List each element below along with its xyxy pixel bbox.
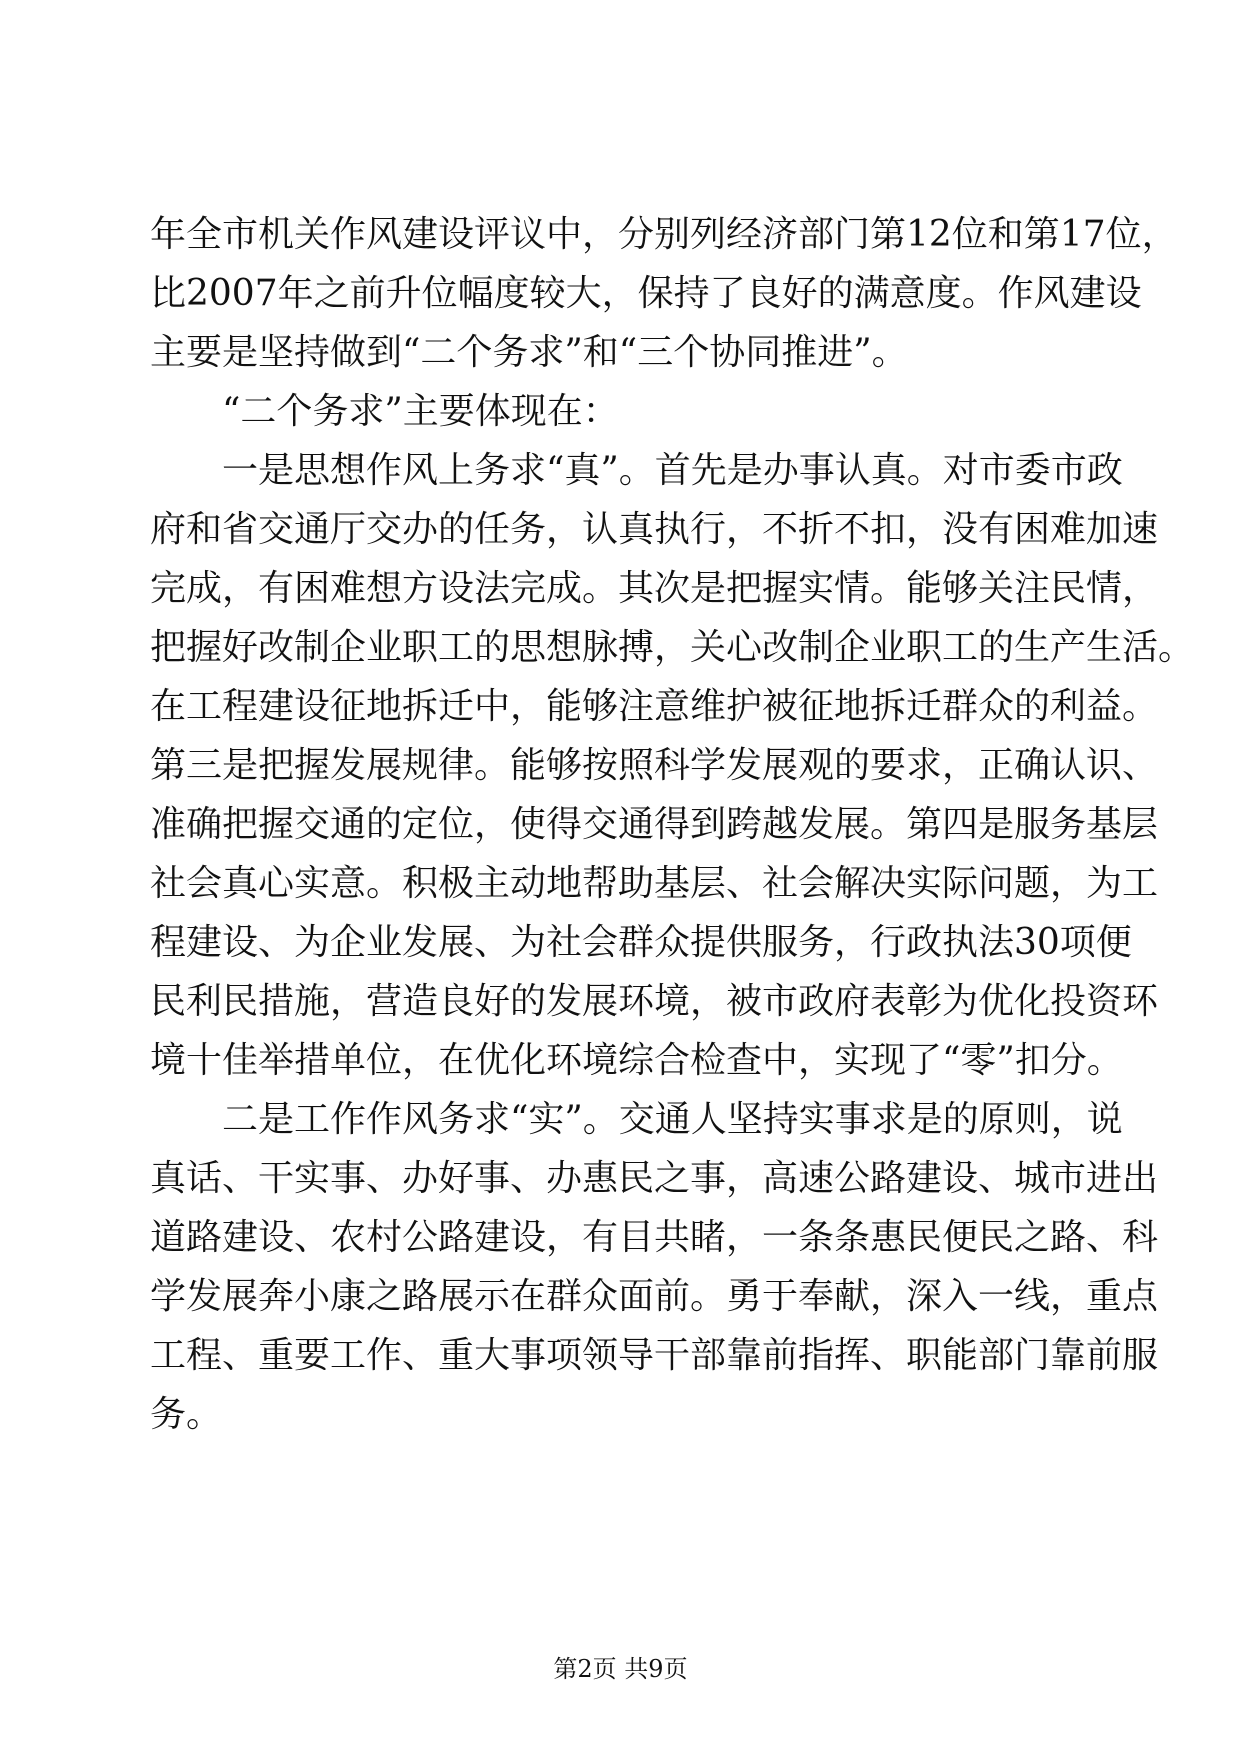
text-line: 把握好改制企业职工的思想脉搏，关心改制企业职工的生产生活。	[150, 627, 1195, 668]
paragraph-heading: “二个务求”主要体现在：	[222, 391, 619, 432]
page-footer: 第2页 共9页	[553, 1655, 688, 1683]
text-line: 社会真心实意。积极主动地帮助基层、社会解决实际问题，为工	[150, 863, 1159, 904]
text-line: 年全市机关作风建设评议中，分别列经济部门第12位和第17位，	[150, 214, 1178, 255]
text-line: 务。	[150, 1394, 223, 1435]
text-line: 一是思想作风上务求“真”。首先是办事认真。对市委市政	[222, 450, 1123, 491]
text-line: 二是工作作风务求“实”。交通人坚持实事求是的原则，说	[222, 1099, 1123, 1140]
text-line: 府和省交通厅交办的任务，认真执行，不折不扣，没有困难加速	[150, 509, 1159, 550]
text-line: 准确把握交通的定位，使得交通得到跨越发展。第四是服务基层	[150, 804, 1159, 845]
text-line: 境十佳举措单位，在优化环境综合检查中，实现了“零”扣分。	[150, 1040, 1123, 1081]
text-line: 真话、干实事、办好事、办惠民之事，高速公路建设、城市进出	[150, 1158, 1159, 1199]
text-line: 程建设、为企业发展、为社会群众提供服务，行政执法30项便	[150, 922, 1132, 963]
text-line: 学发展奔小康之路展示在群众面前。勇于奉献，深入一线，重点	[150, 1276, 1159, 1317]
text-line: 道路建设、农村公路建设，有目共睹，一条条惠民便民之路、科	[150, 1217, 1159, 1258]
text-line: 工程、重要工作、重大事项领导干部靠前指挥、职能部门靠前服	[150, 1335, 1159, 1376]
text-line: 在工程建设征地拆迁中，能够注意维护被征地拆迁群众的利益。	[150, 686, 1159, 727]
text-line: 主要是坚持做到“二个务求”和“三个协同推进”。	[150, 332, 908, 373]
text-line: 比2007年之前升位幅度较大，保持了良好的满意度。作风建设	[150, 273, 1142, 314]
text-line: 民利民措施，营造良好的发展环境，被市政府表彰为优化投资环	[150, 981, 1159, 1022]
text-line: 第三是把握发展规律。能够按照科学发展观的要求，正确认识、	[150, 745, 1159, 786]
body-text	[150, 205, 1195, 1444]
text-line: 完成，有困难想方设法完成。其次是把握实情。能够关注民情，	[150, 568, 1159, 609]
